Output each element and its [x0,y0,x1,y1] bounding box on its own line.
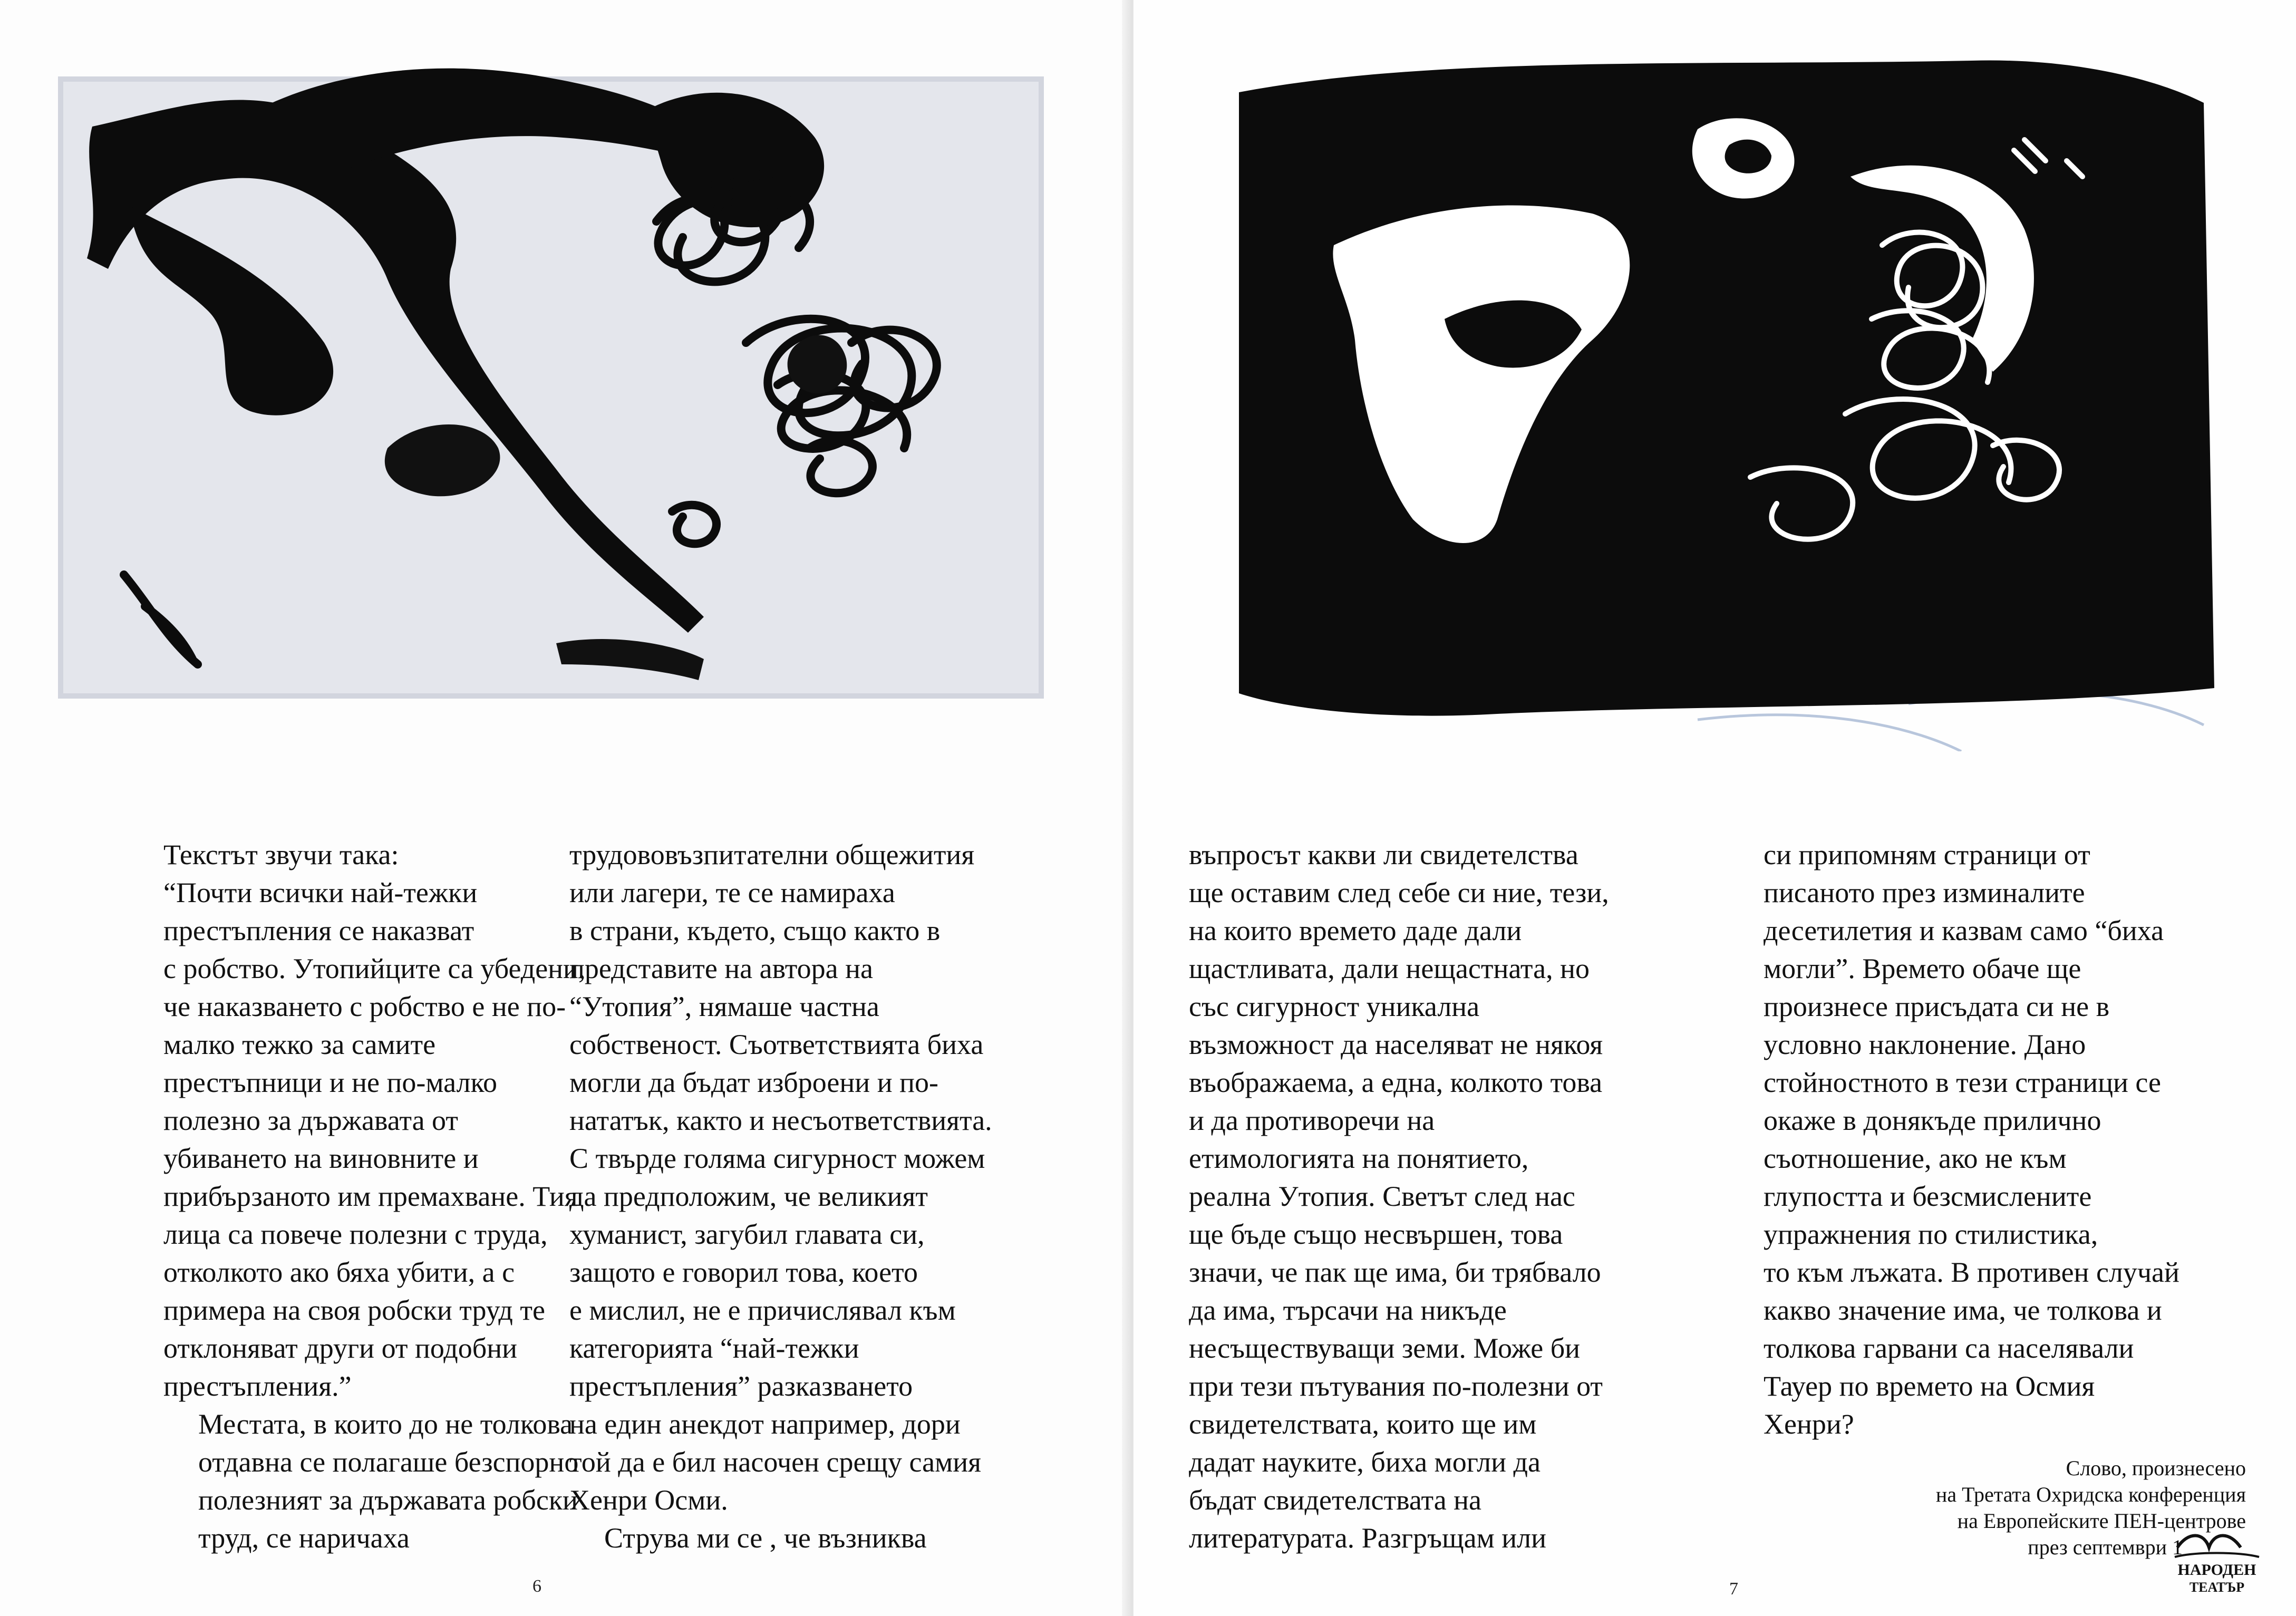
right-ink-illustration [1223,45,2225,751]
footnote-line: на Третата Охридска конференция [1935,1483,2246,1506]
right-column-1 [1189,836,1609,1557]
right-column-2 [1764,836,2179,1443]
logo-text-1: НАРОДЕН [2177,1561,2256,1579]
paragraph: въпросът какви ли свидетелства ще оставим след себе си ние, тези, на които времето даде дали щастливата, дали нещастната, но със сигурност уникална възможност да населяват не някоя въображаема, а една, колкото това и да противоречи на етимологията на понятието, реална Утопия. Светът след нас ще бъде също несвършен, това значи, че пак ще има, би трябвало да има, търсачи на никъде несъществуващи земи. Може би при тези пътувания по-полезни от свидетелствата, които ще им дадат науките, биха могли да бъдат свидетелствата на литературата. Разгръщам или [1189,839,1609,1554]
footnote-line: на Европейските ПЕН-центрове [1957,1509,2246,1533]
paragraph: Текстът звучи така: “Почти всички най-тежки престъпления се наказват с робство. Утопийците са убедени, че наказването с робство е не по- малко тежко за самите престъпници и не по-малко полезно за държавата от убиването на виновните и прибързаното им премахване. Тия лица са повече полезни с труда, отколкото ако бяха убити, а с примера на своя робски труд те отклоняват други от подобни престъпления.” [163,839,586,1402]
paragraph: трудововъзпитателни общежития или лагери, те се намираха в страни, където, също както в представите на автора на “Утопия”, нямаше частна собственост. Съответствията биха могли да бъдат изброени и по- нататък, както и несъответствията. С твърде голяма сигурност можем да предположим, че великият хуманист, загубил главата си, защото е говорил това, което е мислил, не е причислявал към категорията “най-тежки престъпления” разказването на един анекдот например, дори той да е бил насочен срещу самия Хенри Осми. [569,839,992,1516]
left-ink-illustration [50,47,1047,707]
paragraph: си припомням страници от писаното през изминалите десетилетия и казвам само “биха могли”. Времето обаче ще произнесе присъдата си не в условно наклонение. Дано стойностното в тези страници се окаже в донякъде прилично съотношение, ако не към глупостта и безсмислените упражнения по стилистика, то към лъжата. В противен случай какво значение има, че толкова и толкова гарвани са населявали Тауер по времето на Осмия Хенри? [1764,839,2179,1440]
footnote-line: през септември 1 [2028,1535,2183,1559]
national-theatre-logo [2167,1526,2267,1600]
logo-text-2: ТЕАТЪР [2189,1580,2245,1595]
left-page [0,0,1134,1616]
left-column-2 [569,836,992,1557]
paragraph: Местата, в които до не толкова отдавна се полагаше безспорно полезният за държавата робски труд, се наричаха [198,1408,579,1554]
page-number: 7 [1729,1579,1738,1599]
paragraph: Струва ми се , че възниква [604,1522,927,1554]
footnote-line: Слово, произнесено [2066,1456,2246,1480]
page-number: 6 [532,1576,541,1596]
left-column-1 [163,836,585,1557]
right-page [1134,0,2296,1616]
